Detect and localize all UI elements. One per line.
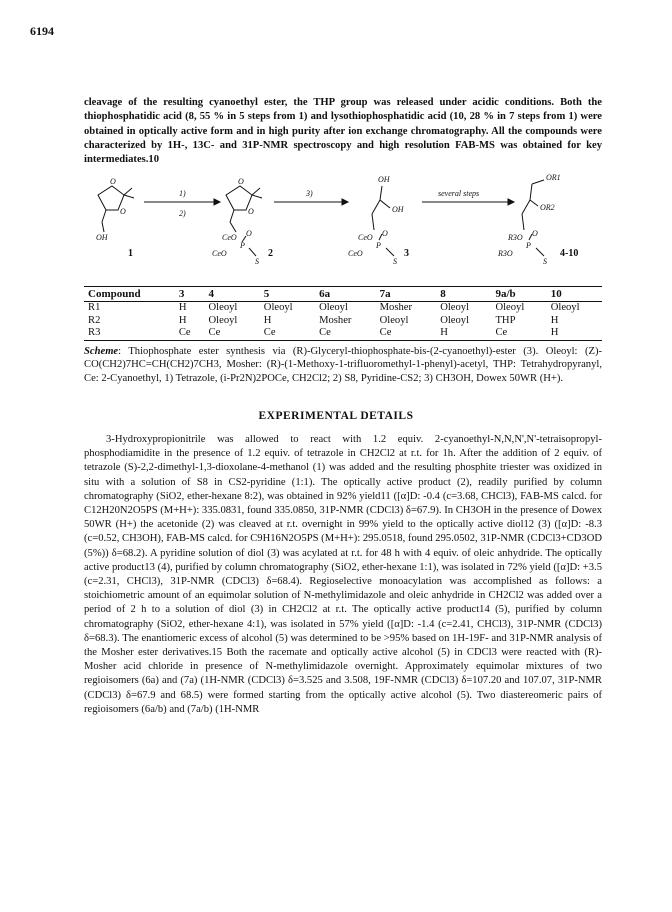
table-row <box>84 302 602 315</box>
compound-2-ring-oxygen-b: O <box>248 207 254 216</box>
compound-2-ceo-a: CeO <box>222 233 237 242</box>
table-cell: Mosher <box>319 314 352 326</box>
step-1-label: 1) <box>179 189 186 198</box>
compound-4-or1: OR1 <box>546 173 561 182</box>
table-cell: H <box>178 314 187 326</box>
compound-4-r3o-b: R3O <box>498 249 513 258</box>
compound-2-ring-oxygen-a: O <box>238 177 244 186</box>
compound-2-sulfur: S <box>255 257 259 266</box>
table-header-cell: 3 <box>175 287 205 302</box>
table-cell: Oleoyl <box>440 314 470 326</box>
table-cell: H <box>550 314 559 326</box>
table-cell: H <box>547 327 602 340</box>
compound-1-ring-oxygen-a: O <box>110 177 116 186</box>
table-header-cell: 9a/b <box>491 287 546 302</box>
experimental-paragraph: 3-Hydroxypropionitrile was allowed to react with 1.2 equiv. 2-cyanoethyl-N,N,N',N'-tetraisopropyl-phosphodiamidite in the presence of 1.2 equiv. of tetrazole in CH2Cl2 at r.t. for 1h. After the addition of 2 equiv. of tetrazole (S)-2,2-dimethyl-1,3-dioxolane-4-methanol (1) was added and the resulting phosphite triester was oxidized in situ with a solution of S8 in CS2-pyridine (1:1). The optically active product (2), readily purified by column chromatography (SiO2, ether-hexane 8:2), was obtained in 92% yield11 ([α]D: -0.4 (c=3.68, CHCl3), FAB-MS calcd. for C12H20N2O5PS (M+H+): 335.0831, found 335.0850, 31P-NMR (CDCl3) δ=67.9). In CH3OH in the presence of Dowex 50WR (H+) the acetonide (2) was cleaved at r.t. overnight in 99% yield to the optically active diol12 (3) ([α]D: -8.3 (c=0.52, CH3OH), FAB-MS calcd. for C9H16N2O5PS (M+H+): 295.0518, found 295.0502, 31P-NMR (CDCl3+CD3OD (5%)) δ=68.2). A pyridine solution of diol (3) was acylated at r.t. for 48 h with 4 equiv. of oleic anhydride. The optically active product13 (4), purified by column chromatography (SiO2, ether-hexane 1:1), was isolated in 72% yield ([α]D: +3.5 (c=2.31, CHCl3), 31P-NMR (CDCl3) δ=68.4). Regioselective monoacylation was accomplished as follows: a stoichiometric amount of an equimolar solution of N-methylimidazole and oleic anhydride in CH2Cl2 was added over a period of 2 h to a solution of diol (3) in CH2Cl2 at r.t. The optically active product14 (5), purified by column chromatography (SiO2, ether-hexane 4:1), was isolated in 57% yield ([α]D: -1.4 (c=2.41, CHCl3), 31P-NMR (CDCl3) δ=68.3). The enantiomeric excess of alcohol (5) was determined to be >95% based on 1H-19F- and 31P-NMR analysis of the Mosher ester derivatives.15 Both the racemate and optically active alcohol (5) in CDCl3 were reacted with (R)-Mosher acid chloride in presence of N-methylimidazole overnight. Approximately equimolar mixtures of two regioisomers (6a) and (7a) (1H-NMR (CDCl3) δ=3.525 and 3.508, 19F-NMR (CDCl3) δ=107.20 and 107.07, 31P-NMR (CDCl3) δ=67.9 and 68.5) were formed starting from the optically active alcohol (5). Two diastereomeric pairs of regioisomers (6a/b) and (7a/b) (1H-NMR <box>84 434 602 715</box>
table-cell: Oleoyl <box>379 314 409 326</box>
compound-4-phosphorus: P <box>526 241 531 250</box>
table-cell: Ce <box>175 327 205 340</box>
compound-3-ceo-b: CeO <box>348 249 363 258</box>
table-header-cell: 6a <box>315 287 376 302</box>
table-cell: H <box>436 327 491 340</box>
table-header-cell: 4 <box>205 287 260 302</box>
table-header-cell: 8 <box>436 287 491 302</box>
table-cell: Ce <box>491 327 546 340</box>
caption-text: : Thiophosphate ester synthesis via (R)-Glyceryl-thiophosphate-bis-(2-cyanoethyl)-ester (3). Oleoyl: (Z)-CO(CH2)7HC=CH(CH2)7CH3, Mosher: (R)-(1-Methoxy-1-trifluoromethyl-1-phenyl)-acetyl, THP: Tetrahydropyranyl, Ce: 2-Cyanoethyl, 1) Tetrazole, (i-Pr2N)2POCe, CH2Cl2; 2) S8, Pyridine-CS2; 3) CH3OH, Dowex 50WR (H+). <box>84 346 602 384</box>
step-2-label: 2) <box>179 209 186 218</box>
compound-2-oxygen: O <box>246 229 252 238</box>
compound-1-oh: OH <box>96 233 108 242</box>
compound-2-ceo-b: CeO <box>212 249 227 258</box>
compound-3-phosphorus: P <box>376 241 381 250</box>
table-header-cell: 5 <box>260 287 315 302</box>
intro-paragraph: cleavage of the resulting cyanoethyl ester, the THP group was released under acidic conditions. Both the thiophosphatidic acid (8, 55 % in 5 steps from 1) and lysothiophosphatidic acid (10, 28 % in 7 steps from 1) were obtained in optically active form and in high purity after ion exchange chromatography. All the compounds were characterized by 1H-, 13C- and 31P-NMR spectroscopy and high resolution FAB-MS was obtained for key intermediates.10 <box>84 97 602 166</box>
table-cell: Oleoyl <box>208 314 238 326</box>
compound-2-phosphorus: P <box>240 241 245 250</box>
table-cell: Oleoyl <box>208 302 238 313</box>
compound-3-oh-top: OH <box>378 175 390 184</box>
step-3-label: 3) <box>306 189 313 198</box>
compound-4-oxygen: O <box>532 229 538 238</box>
compound-3-sulfur: S <box>393 257 397 266</box>
table-cell: Oleoyl <box>263 302 293 313</box>
several-steps-label: several steps <box>438 189 480 198</box>
substituent-table <box>84 286 602 341</box>
table-header-row <box>84 287 602 302</box>
compound-1-number: 1 <box>128 248 133 259</box>
compound-3-number: 3 <box>404 248 409 259</box>
compound-4-10-number: 4-10 <box>560 248 579 259</box>
compound-3-ceo-a: CeO <box>358 233 373 242</box>
section-heading: EXPERIMENTAL DETAILS <box>258 410 414 422</box>
compound-4-or2: OR2 <box>540 203 555 212</box>
table-cell: R2 <box>88 314 101 326</box>
table-cell: H <box>178 302 187 313</box>
compound-3-oh-right: OH <box>392 205 404 214</box>
reaction-scheme <box>84 170 602 282</box>
page-number: 6194 <box>30 24 54 38</box>
scheme-caption <box>84 345 602 385</box>
compound-3-oxygen: O <box>382 229 388 238</box>
table-cell: Oleoyl <box>495 302 525 313</box>
compound-1-ring-oxygen-b: O <box>120 207 126 216</box>
table-cell: THP <box>495 314 516 326</box>
table-cell: Ce <box>376 327 437 340</box>
table-cell: Oleoyl <box>440 302 470 313</box>
compound-4-r3o-a: R3O <box>508 233 523 242</box>
table-cell: Ce <box>260 327 315 340</box>
compound-4-sulfur: S <box>543 257 547 266</box>
caption-lead: Scheme <box>84 346 119 357</box>
table-row <box>84 315 602 328</box>
table-header-cell: 10 <box>547 287 602 302</box>
table-cell: R1 <box>88 302 101 313</box>
table-row <box>84 327 602 340</box>
table-cell: Oleoyl <box>550 302 580 313</box>
table-cell: Ce <box>315 327 376 340</box>
table-cell: Oleoyl <box>319 302 348 313</box>
table-cell: H <box>263 314 272 326</box>
table-cell: Mosher <box>379 302 412 313</box>
compound-2-number: 2 <box>268 248 273 259</box>
table-cell: Ce <box>205 327 260 340</box>
table-header-cell: 7a <box>376 287 437 302</box>
table-header-cell: Compound <box>84 287 175 302</box>
table-cell: R3 <box>84 327 175 340</box>
